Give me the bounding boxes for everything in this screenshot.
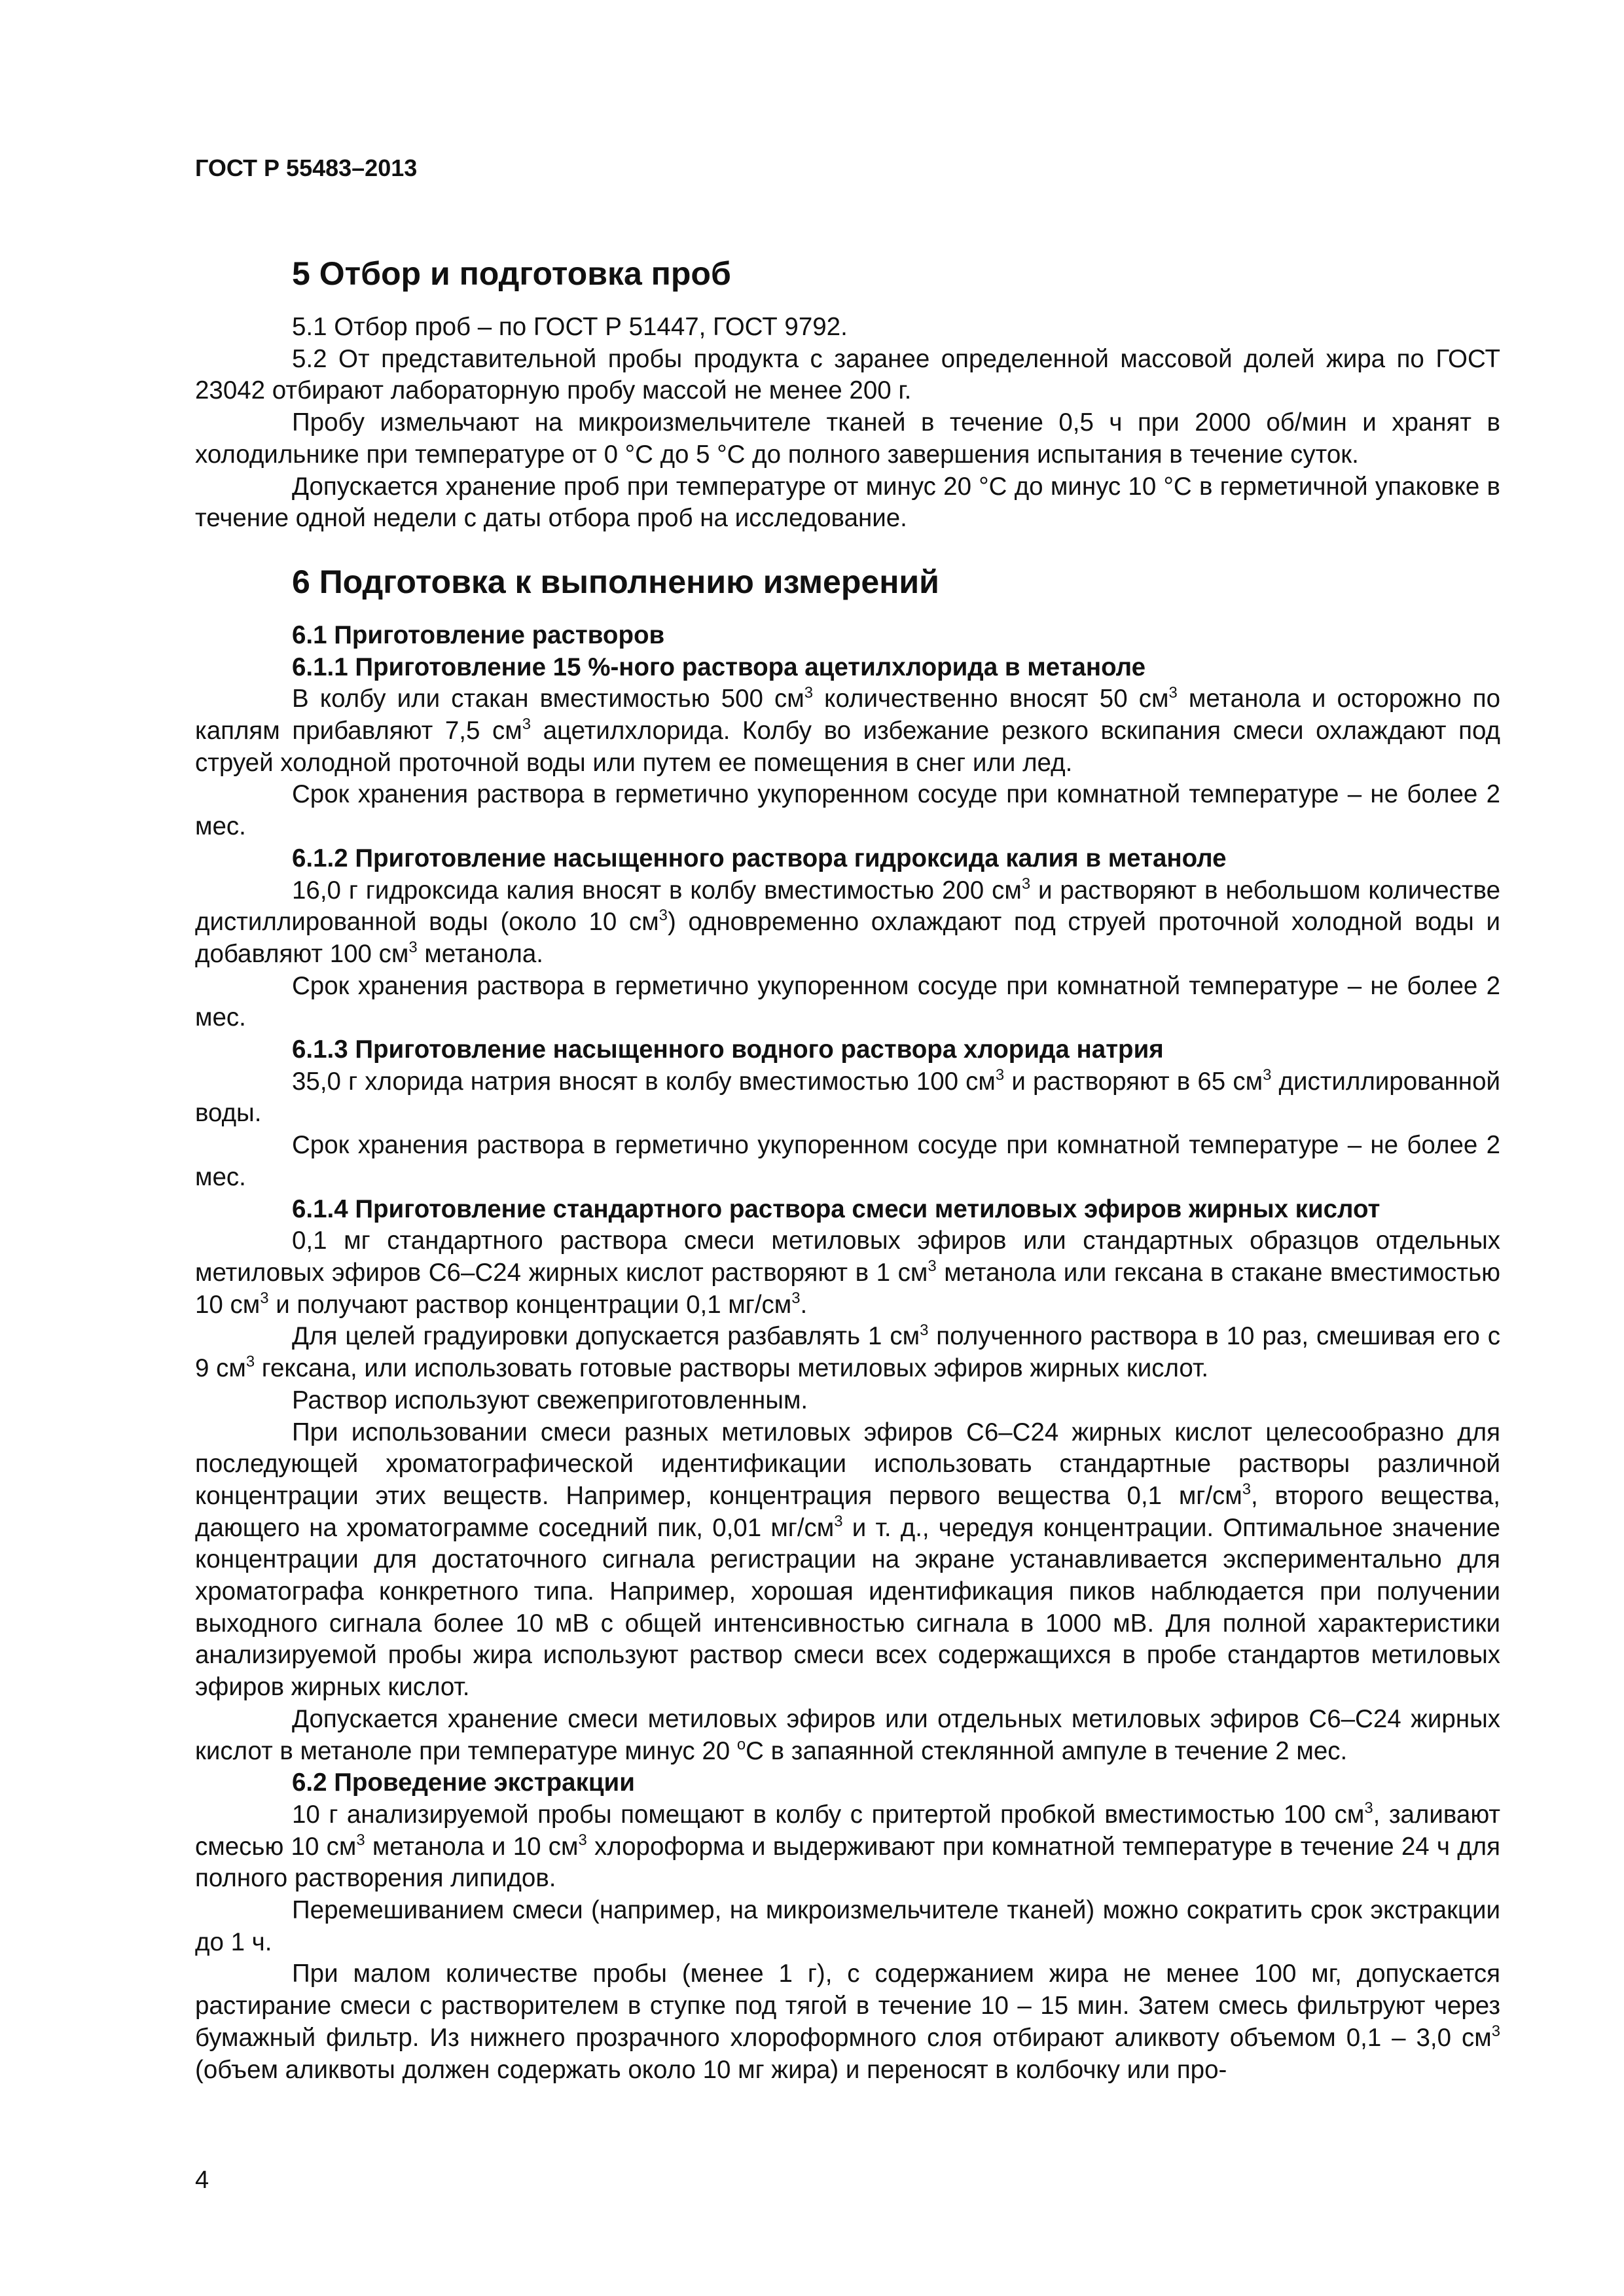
- superscript-text: 3: [1364, 1799, 1373, 1818]
- paragraph-6-1-4-d: [195, 1417, 1500, 1704]
- subsection-6-1-3-title: 6.1.3 Приготовление насыщенного водного раствора хлорида натрия: [292, 1035, 1164, 1064]
- paragraph-6-2-c: [195, 1958, 1500, 2086]
- paragraph-text: Допускается хранение смеси метиловых эфиров или отдельных метиловых эфиров С6–С24 жирных кислот в метаноле при температуре минус 20: [195, 1704, 1500, 1765]
- paragraph-6-1-1-a: [195, 683, 1500, 779]
- paragraph-text: метанола и осторожно по каплям прибавляют 7,5 см: [195, 685, 1500, 745]
- section-6-title: 6 Подготовка к выполнению измерений: [292, 563, 939, 600]
- subsection-6-1-1-title: 6.1.1 Приготовление 15 %-ного раствора ацетилхлорида в метаноле: [292, 653, 1146, 681]
- paragraph-6-1-1-b: Срок хранения раствора в герметично укупоренном сосуде при комнатной температуре – не более 2 мес.: [195, 780, 1500, 841]
- page-number: 4: [195, 2166, 209, 2194]
- paragraph-6-1-4-c: Раствор используют свежеприготовленным.: [292, 1386, 808, 1414]
- superscript-text: 3: [1021, 874, 1031, 893]
- paragraph-text: хлороформа и выдерживают при комнатной температуре в течение 24 ч для полного растворения липидов.: [195, 1832, 1500, 1893]
- paragraph-text: полученного раствора в 10 раз, смешивая его с 9 см: [195, 1322, 1500, 1383]
- paragraph-6-1-2-b: Срок хранения раствора в герметично укупоренном сосуде при комнатной температуре – не более 2 мес.: [195, 971, 1500, 1032]
- subsection-6-2-title: 6.2 Проведение экстракции: [292, 1768, 635, 1797]
- paragraph-text: и растворяют в 65 см: [1004, 1067, 1263, 1096]
- superscript-text: 3: [659, 906, 668, 925]
- paragraph-text: ацетилхлорида. Колбу во избежание резкого вскипания смеси охлаждают под струей холодной проточной воды или путем ее помещения в снег или лед.: [195, 717, 1500, 777]
- paragraph-text: и т. д., чередуя концентрации. Оптимальное значение концентрации для достаточного сигнала регистрации на экране устанавливается экспериментально для хроматографа конкретного типа. Например, хорошая идентификация пиков наблюдается при получении выходного сигнала более 10 мВ с общей интенсивностью сигнала в 1000 мВ. Для полной характеристики анализируемой пробы жира используют раствор смеси всех содержащихся в пробе стандартов метиловых эфиров жирных кислот.: [195, 1513, 1500, 1702]
- superscript-text: 3: [578, 1831, 587, 1849]
- paragraph-text: (объем аликвоты должен содержать около 10 мг жира) и переносят в колбочку или про-: [195, 2055, 1227, 2084]
- superscript-text: 3: [791, 1289, 801, 1307]
- section-5-title: 5 Отбор и подготовка проб: [292, 255, 731, 292]
- paragraph-text: дистиллированной воды.: [195, 1067, 1500, 1128]
- paragraph-text: .: [800, 1290, 808, 1319]
- superscript-text: 3: [1168, 683, 1178, 702]
- document-body: [195, 242, 1500, 2086]
- superscript-text: 3: [928, 1257, 937, 1276]
- paragraph-5-2-storage: Допускается хранение проб при температуре от минус 20 °С до минус 10 °С в герметичной упаковке в течение одной недели с даты отбора проб на исследование.: [195, 472, 1500, 533]
- superscript-text: 3: [920, 1321, 929, 1339]
- document-header-gost: ГОСТ Р 55483–2013: [195, 154, 418, 181]
- superscript-text: 3: [995, 1066, 1005, 1084]
- superscript-text: 3: [1263, 1066, 1272, 1084]
- paragraph-text: гексана, или использовать готовые растворы метиловых эфиров жирных кислот.: [255, 1354, 1209, 1383]
- superscript-text: 3: [1242, 1480, 1252, 1499]
- paragraph-text: 16,0 г гидроксида калия вносят в колбу вместимостью 200 см: [292, 876, 1022, 905]
- superscript-text: 3: [834, 1512, 843, 1530]
- paragraph-6-1-2-a: [195, 875, 1500, 971]
- paragraph-text: В колбу или стакан вместимостью 500 см: [292, 685, 804, 713]
- paragraph-text: количественно вносят 50 см: [813, 685, 1169, 713]
- paragraph-6-1-4-b: [195, 1321, 1500, 1384]
- paragraph-text: При малом количестве пробы (менее 1 г), с содержанием жира не менее 100 мг, допускается растирание смеси с растворителем в ступке под тягой в течение 10 – 15 мин. Затем смесь фильтруют через бумажный фильтр. Из нижнего прозрачного хлороформного слоя отбирают аликвоту объемом 0,1 – 3,0 см: [195, 1960, 1500, 2052]
- paragraph-text: При использовании смеси разных метиловых эфиров С6–С24 жирных кислот целесообразно для последующей хроматографической идентификации использовать стандартные растворы различной концентрации этих веществ. Например, концентрация первого вещества 0,1 мг/см: [195, 1418, 1500, 1510]
- superscript-text: 3: [356, 1831, 365, 1849]
- paragraph-text: Для целей градуировки допускается разбавлять 1 см: [292, 1322, 920, 1351]
- superscript-text: о: [736, 1735, 746, 1753]
- paragraph-6-2-b: Перемешиванием смеси (например, на микроизмельчителе тканей) можно сократить срок экстракции до 1 ч.: [195, 1896, 1500, 1956]
- paragraph-text: метанола.: [417, 939, 543, 968]
- superscript-text: 3: [804, 683, 814, 702]
- paragraph-6-1-3-b: Срок хранения раствора в герметично укупоренном сосуде при комнатной температуре – не более 2 мес.: [195, 1131, 1500, 1191]
- paragraph-6-1-4-a: [195, 1225, 1500, 1321]
- paragraph-text: 0,1 мг стандартного раствора смеси метиловых эфиров или стандартных образцов отдельных метиловых эфиров С6–С24 жирных кислот растворяют в 1 см: [195, 1227, 1500, 1287]
- paragraph-5-1: 5.1 Отбор проб – по ГОСТ Р 51447, ГОСТ 9792.: [292, 313, 848, 341]
- paragraph-6-2-a: [195, 1799, 1500, 1895]
- paragraph-6-1-4-e: [195, 1704, 1500, 1767]
- paragraph-text: и растворяют в небольшом количестве дистиллированной воды (около 10 см: [195, 876, 1500, 937]
- paragraph-text: метанола или гексана в стакане вместимостью 10 см: [195, 1258, 1500, 1319]
- subsection-6-1-4-title: 6.1.4 Приготовление стандартного раствора смеси метиловых эфиров жирных кислот: [292, 1194, 1380, 1223]
- superscript-text: 3: [1491, 2022, 1500, 2041]
- paragraph-5-2-grinding: Пробу измельчают на микроизмельчителе тканей в течение 0,5 ч при 2000 об/мин и хранят в холодильнике при температуре от 0 °С до 5 °С до полного завершения испытания в течение суток.: [195, 408, 1500, 469]
- superscript-text: 3: [408, 939, 418, 957]
- subsection-6-1-title: 6.1 Приготовление растворов: [292, 620, 665, 649]
- paragraph-text: 10 г анализируемой пробы помещают в колбу с притертой пробкой вместимостью 100 см: [292, 1800, 1365, 1829]
- paragraph-text: и получают раствор концентрации 0,1 мг/см: [268, 1290, 792, 1319]
- paragraph-6-1-3-a: [195, 1066, 1500, 1130]
- superscript-text: 3: [522, 715, 531, 734]
- superscript-text: 3: [245, 1353, 255, 1371]
- subsection-6-1-2-title: 6.1.2 Приготовление насыщенного раствора гидроксида калия в метаноле: [292, 844, 1227, 872]
- paragraph-text: С в запаянной стеклянной ампуле в течение 2 мес.: [746, 1736, 1348, 1765]
- superscript-text: 3: [260, 1289, 269, 1307]
- paragraph-text: 35,0 г хлорида натрия вносят в колбу вместимостью 100 см: [292, 1067, 996, 1096]
- paragraph-text: , заливают смесью 10 см: [195, 1800, 1500, 1861]
- paragraph-text: , второго вещества, дающего на хроматограмме соседний пик, 0,01 мг/см: [195, 1481, 1501, 1542]
- paragraph-text: метанола и 10 см: [365, 1832, 579, 1861]
- paragraph-5-2: 5.2 От представительной пробы продукта с заранее определенной массовой долей жира по ГОСТ 23042 отбирают лабораторную пробу массой не менее 200 г.: [195, 344, 1500, 405]
- paragraph-text: ) одновременно охлаждают под струей проточной холодной воды и добавляют 100 см: [195, 908, 1500, 968]
